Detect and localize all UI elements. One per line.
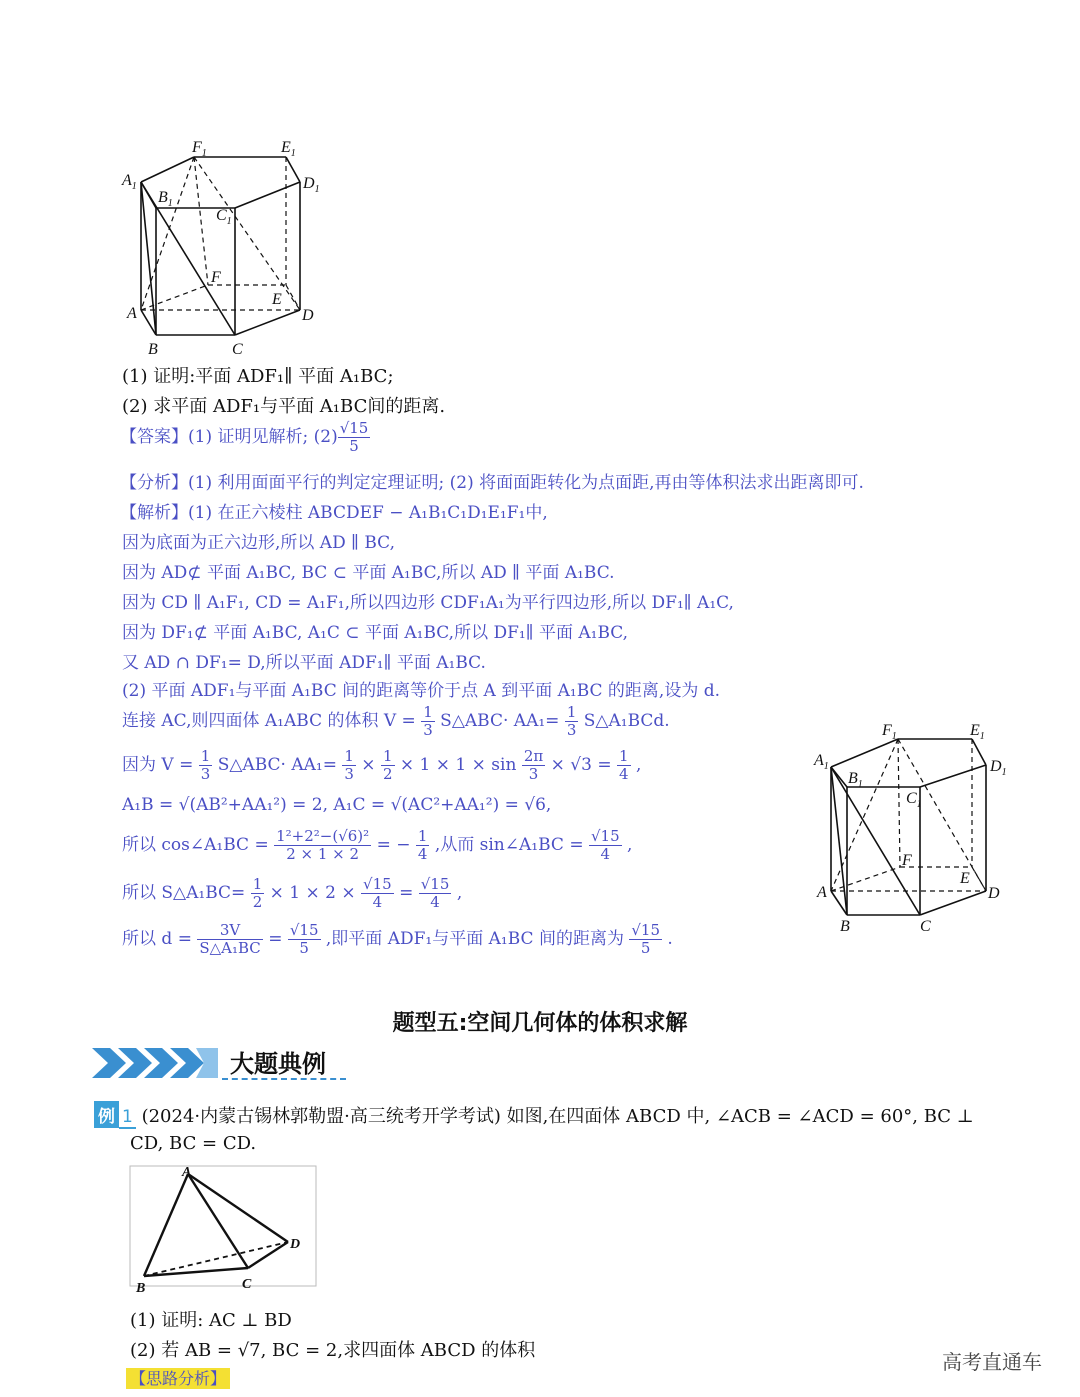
tet-label-C: C bbox=[242, 1277, 252, 1292]
label-B: B bbox=[148, 341, 158, 358]
label2-B1: $B_1$ bbox=[848, 770, 863, 790]
example-part-2: (2) 若 AB = √7, BC = 2,求四面体 ABCD 的体积 bbox=[130, 1340, 536, 1361]
solution-line-6: 又 AD ∩ DF₁= D,所以平面 ADF₁∥ 平面 A₁BC. bbox=[122, 653, 486, 673]
answer-fraction: $\frac{√15}{5}$ bbox=[339, 419, 369, 455]
label-B1: $B_1$ bbox=[158, 189, 173, 209]
section-title: 题型五:空间几何体的体积求解 bbox=[392, 1011, 688, 1036]
tet-label-D: D bbox=[290, 1237, 301, 1252]
label-E: E bbox=[272, 291, 282, 308]
example-badge: 例 bbox=[94, 1101, 119, 1128]
example-part-1: (1) 证明: AC ⊥ BD bbox=[130, 1310, 292, 1331]
solution-line-8: 连接 AC,则四面体 A₁ABC 的体积 V = $\frac{1}{3}$ S△ABC· AA₁= $\frac{1}{3}$ S△A₁BCd. bbox=[122, 703, 670, 739]
label-F1: $F_1$ bbox=[192, 139, 207, 159]
solution-line-3: 因为 AD⊄ 平面 A₁BC, BC ⊂ 平面 A₁BC,所以 AD ∥ 平面 A₁BC. bbox=[122, 563, 615, 583]
answer-line: 【答案】(1) 证明见解析; (2) $\frac{√15}{5}$ bbox=[120, 419, 369, 455]
label2-E: E bbox=[960, 870, 970, 887]
label2-A1: $A_1$ bbox=[814, 752, 829, 772]
solution-line-13: 所以 d = $\frac{3V}{\text{S△A₁BC}}$ = $\frac{√15}{5}$ ,即平面 ADF₁与平面 A₁BC 间的距离为 $\frac{√15}{5}$ . bbox=[122, 921, 673, 957]
banner-chevrons-icon bbox=[92, 1046, 222, 1080]
label-F: F bbox=[211, 269, 221, 286]
problem-part-1: (1) 证明:平面 ADF₁∥ 平面 A₁BC; bbox=[122, 366, 394, 387]
solution-line-2: 因为底面为正六边形,所以 AD ∥ BC, bbox=[122, 533, 395, 553]
label2-C: C bbox=[920, 918, 931, 935]
solution-line-11: 所以 cos∠A₁BC = $\frac{\text{1²+2²−(√6)²}}{2 \times 1 \times 2}$ = − $\frac{1}{4}$ ,从而 sin∠A₁BC = $\frac{√15}{4}$ , bbox=[122, 827, 633, 863]
problem-part-2: (2) 求平面 ADF₁与平面 A₁BC间的距离. bbox=[122, 396, 446, 417]
label-E1: $E_1$ bbox=[281, 139, 296, 159]
watermark-text: 高考直通车 bbox=[942, 1350, 1042, 1374]
hint-tag: 【思路分析】 bbox=[126, 1366, 230, 1389]
label2-C1: $C_1$ bbox=[906, 790, 922, 810]
solution-line-1: 【解析】(1) 在正六棱柱 ABCDEF − A₁B₁C₁D₁E₁F₁中, bbox=[120, 503, 548, 523]
example-line-2: CD, BC = CD. bbox=[130, 1133, 257, 1154]
tet-label-B: B bbox=[136, 1281, 146, 1296]
solution-line-5: 因为 DF₁⊄ 平面 A₁BC, A₁C ⊂ 平面 A₁BC,所以 DF₁∥ 平面 A₁BC, bbox=[122, 623, 629, 643]
solution-line-10: A₁B = √(AB²+AA₁²) = 2, A₁C = √(AC²+AA₁²) = √6, bbox=[122, 795, 552, 815]
banner-title: 大题典例 bbox=[230, 1050, 326, 1078]
label2-E1: $E_1$ bbox=[970, 722, 985, 742]
label-A1: $A_1$ bbox=[122, 172, 137, 192]
label-D1: $D_1$ bbox=[303, 175, 320, 195]
label2-F1: $F_1$ bbox=[882, 722, 897, 742]
analysis-line: 【分析】(1) 利用面面平行的判定定理证明; (2) 将面面距转化为点面距,再由等体积法求出距离即可. bbox=[120, 473, 864, 493]
label-A: A bbox=[127, 305, 137, 322]
solution-line-12: 所以 S△A₁BC= $\frac{1}{2}$ × 1 × 2 × $\frac{√15}{4}$ = $\frac{√15}{4}$ , bbox=[122, 875, 463, 911]
example-number: 1 bbox=[119, 1107, 136, 1129]
answer-tag: 【答案】 bbox=[120, 427, 188, 447]
solution-line-4: 因为 CD ∥ A₁F₁, CD = A₁F₁,所以四边形 CDF₁A₁为平行四边形,所以 DF₁∥ A₁C, bbox=[122, 593, 734, 613]
tetrahedron-figure bbox=[122, 1162, 322, 1297]
label-C1: $C_1$ bbox=[216, 207, 232, 227]
banner-underline bbox=[222, 1078, 346, 1080]
label-C: C bbox=[232, 341, 243, 358]
label2-F: F bbox=[902, 852, 912, 869]
label2-A: A bbox=[817, 884, 827, 901]
example-line-1: 例 1 (2024·内蒙古锡林郭勒盟·高三统考开学考试) 如图,在四面体 ABCD 中, ∠ACB = ∠ACD = 60°, BC ⊥ bbox=[94, 1101, 974, 1128]
label2-D: D bbox=[988, 885, 1000, 902]
label2-D1: $D_1$ bbox=[990, 758, 1007, 778]
solution-line-9: 因为 V = $\frac{1}{3}$ S△ABC· AA₁= $\frac{1}{3}$ × $\frac{1}{2}$ × 1 × 1 × sin $\frac{2\pi}{3}$ × √3 = $\frac{1}{4}$ , bbox=[122, 747, 642, 783]
solution-line-7: (2) 平面 ADF₁与平面 A₁BC 间的距离等价于点 A 到平面 A₁BC 的距离,设为 d. bbox=[122, 681, 721, 701]
prism-figure-2 bbox=[810, 715, 1030, 940]
label2-B: B bbox=[840, 918, 850, 935]
tet-label-A: A bbox=[182, 1165, 192, 1180]
label-D: D bbox=[302, 307, 314, 324]
prism-figure-1 bbox=[110, 130, 340, 365]
